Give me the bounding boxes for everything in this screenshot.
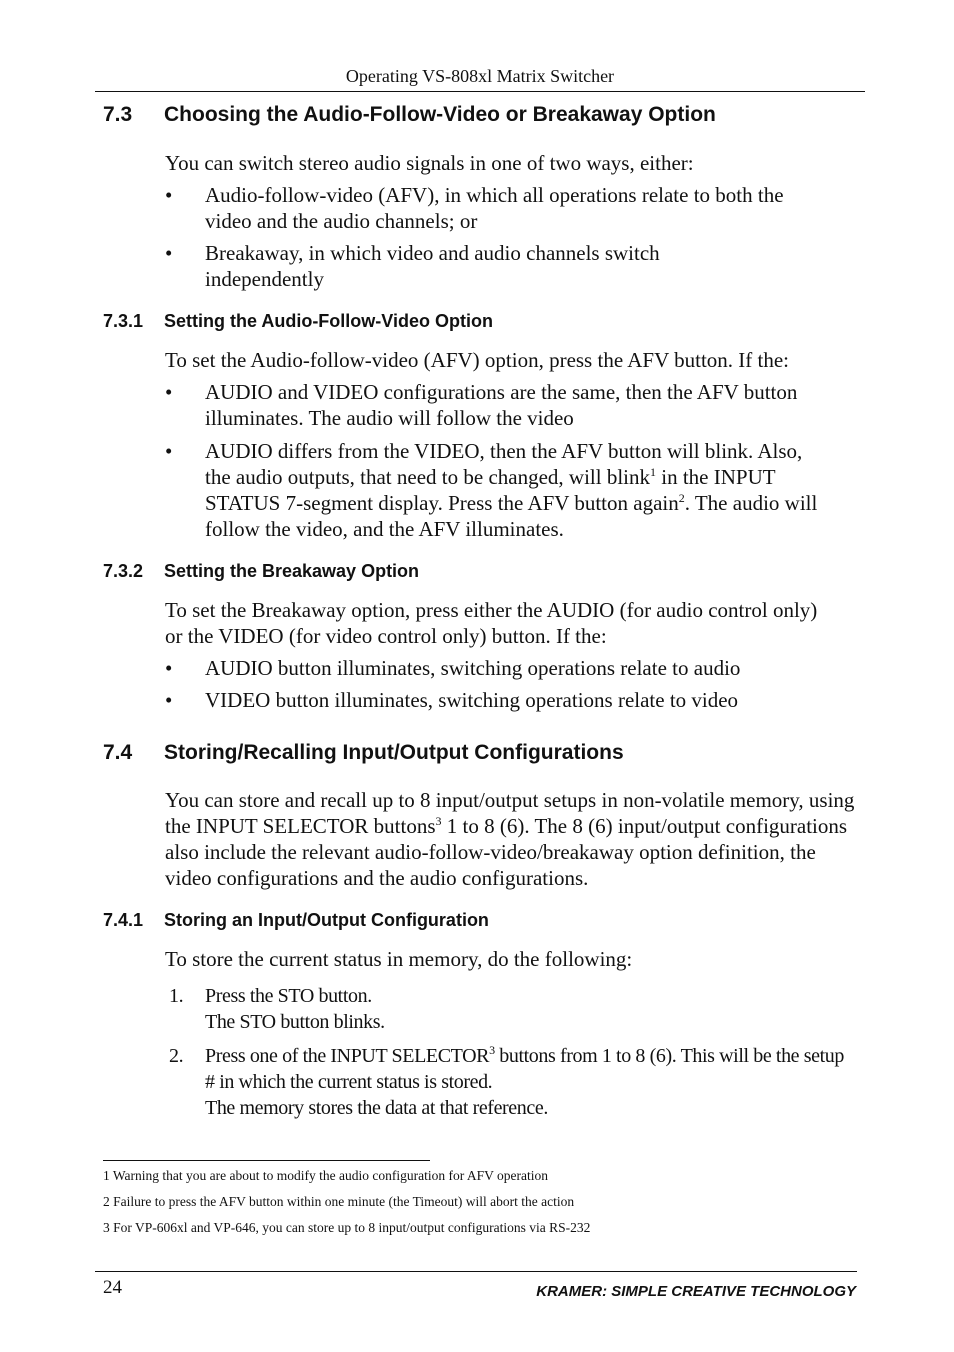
footnote-rule bbox=[103, 1160, 430, 1161]
list-item bbox=[165, 655, 875, 681]
footnote-ref: 3 bbox=[489, 1043, 495, 1057]
step-number: 1. bbox=[169, 985, 184, 1007]
section-7-4-1-heading bbox=[103, 909, 883, 931]
footnote-ref: 2 bbox=[678, 491, 685, 505]
list-item-text: AUDIO and VIDEO configurations are the same, then the AFV button illuminates. The audio will follow the video bbox=[205, 380, 798, 430]
list-item-text: VIDEO button illuminates, switching operations relate to video bbox=[205, 688, 739, 712]
section-7-3-intro: You can switch stereo audio signals in one of two ways, either: bbox=[165, 151, 694, 175]
section-number: 7.3 bbox=[103, 103, 133, 126]
section-number: 7.4.1 bbox=[103, 910, 144, 930]
page-number: 24 bbox=[103, 1277, 122, 1298]
section-7-3-2-intro: To set the Breakaway option, press either the AUDIO (for audio control only) or the VIDEO (for video control only) button. If the: bbox=[165, 598, 818, 648]
numbered-step bbox=[165, 1043, 875, 1121]
bullet-icon: • bbox=[165, 688, 173, 712]
list-item-text: AUDIO differs from the VIDEO, then the AFV button will blink. Also, the audio outputs, that need to be changed, will blink$^1$ in the INPUT STATUS 7-segment display. Press the AFV button again$^2$. The audio will follow the video, and the AFV illuminates. bbox=[205, 439, 818, 541]
footnote: 1 Warning that you are about to modify the audio configuration for AFV operation bbox=[103, 1168, 548, 1183]
section-7-3-1-intro: To set the Audio-follow-video (AFV) option, press the AFV button. If the: bbox=[165, 348, 790, 372]
footer-rule bbox=[95, 1271, 857, 1272]
section-7-3-1-heading bbox=[103, 310, 883, 332]
bullet-icon: • bbox=[165, 656, 173, 680]
bullet-icon: • bbox=[165, 380, 173, 404]
section-7-4-1-intro: To store the current status in memory, do the following: bbox=[165, 947, 633, 971]
footer-brand: KRAMER: SIMPLE CREATIVE TECHNOLOGY bbox=[536, 1283, 856, 1300]
list-item-text: AUDIO button illuminates, switching operations relate to audio bbox=[205, 656, 741, 680]
list-item bbox=[165, 438, 875, 542]
step-text: Press the STO button. The STO button blinks. bbox=[205, 985, 385, 1033]
step-number: 2. bbox=[169, 1045, 184, 1067]
running-header: Operating VS-808xl Matrix Switcher bbox=[345, 66, 615, 86]
section-number: 7.3.2 bbox=[103, 561, 144, 581]
section-7-4-paragraph: You can store and recall up to 8 input/output setups in non-volatile memory, using the INPUT SELECTOR buttons$^3$ 1 to 8 (6). The 8 (6) input/output configurations also include the relevant audio-follow-video/breakaway option definition, the video configurations and the audio configurations. bbox=[165, 788, 855, 890]
section-7-4-heading bbox=[103, 740, 883, 766]
section-title: Storing/Recalling Input/Output Configurations bbox=[164, 741, 624, 764]
section-number: 7.3.1 bbox=[103, 311, 144, 331]
list-item bbox=[165, 182, 875, 234]
step-text: Press one of the INPUT SELECTOR$^3$ buttons from 1 to 8 (6). This will be the setup # in which the current status is stored. The memory stores the data at that reference. bbox=[205, 1043, 844, 1119]
numbered-step bbox=[165, 983, 875, 1035]
footnote-ref: 3 bbox=[435, 814, 442, 828]
list-item-text: Audio-follow-video (AFV), in which all operations relate to both the video and the audio channels; or bbox=[205, 183, 784, 233]
section-title: Storing an Input/Output Configuration bbox=[164, 910, 489, 930]
list-item bbox=[165, 240, 875, 292]
section-7-3-heading bbox=[103, 102, 883, 128]
footnote: 3 For VP-606xl and VP-646, you can store up to 8 input/output configurations via RS-232 bbox=[103, 1220, 591, 1235]
list-item bbox=[165, 687, 875, 713]
list-item-text: Breakaway, in which video and audio channels switch independently bbox=[205, 241, 660, 291]
section-title: Setting the Breakaway Option bbox=[164, 561, 420, 581]
bullet-icon: • bbox=[165, 439, 173, 463]
footnote: 2 Failure to press the AFV button within one minute (the Timeout) will abort the action bbox=[103, 1194, 575, 1209]
footnote-ref: 1 bbox=[650, 465, 656, 479]
section-number: 7.4 bbox=[103, 741, 133, 764]
bullet-icon: • bbox=[165, 183, 173, 207]
section-title: Setting the Audio-Follow-Video Option bbox=[164, 311, 493, 331]
section-7-3-2-heading bbox=[103, 560, 883, 582]
header-rule bbox=[95, 91, 865, 92]
bullet-icon: • bbox=[165, 241, 173, 265]
list-item bbox=[165, 379, 875, 431]
section-title: Choosing the Audio-Follow-Video or Breakaway Option bbox=[164, 103, 716, 126]
